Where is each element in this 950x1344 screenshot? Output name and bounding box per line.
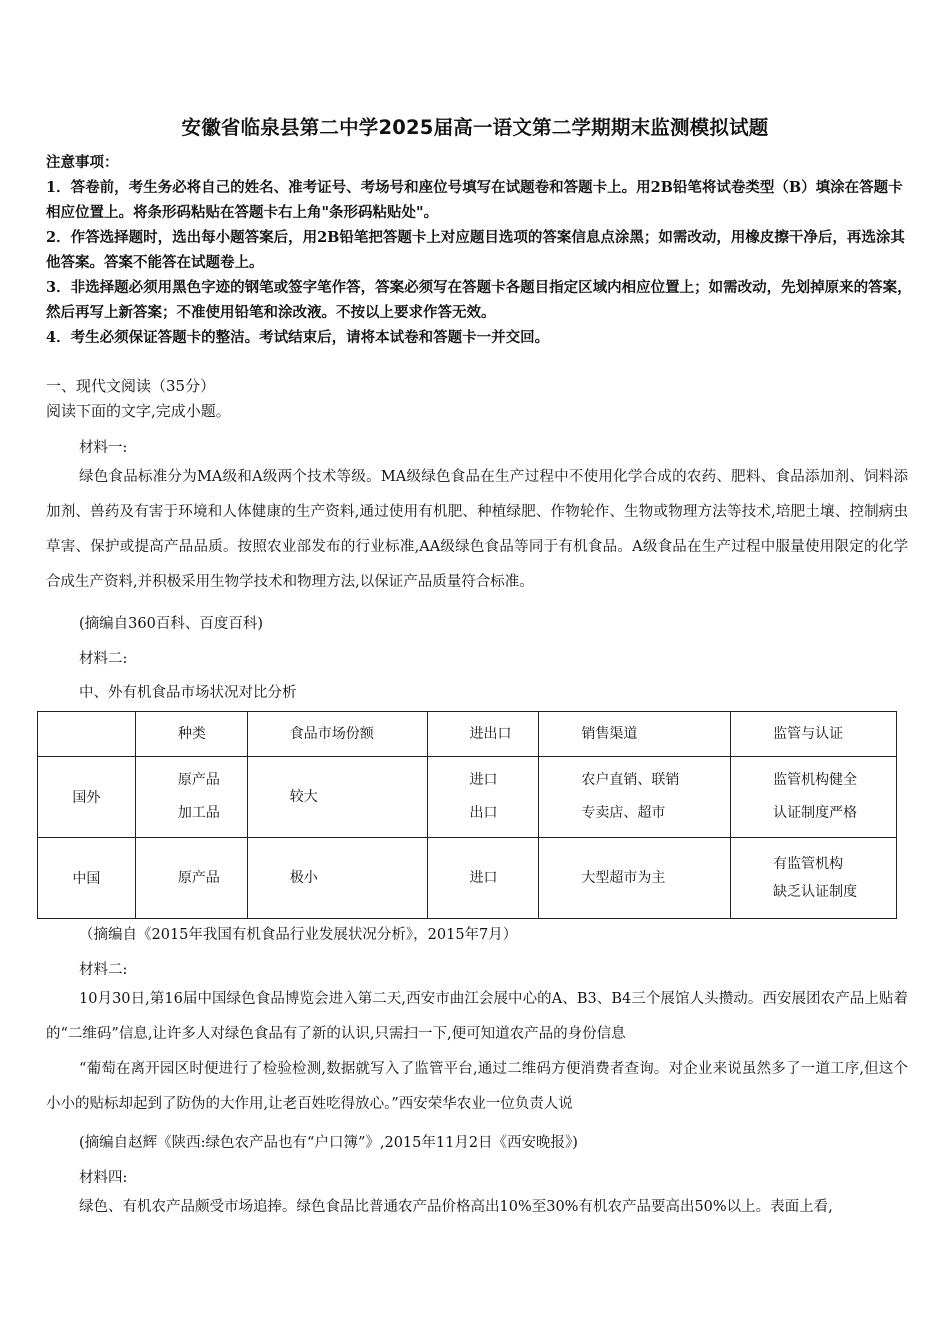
notice-item-2: 2．作答选择题时，选出每小题答案后，用2B铅笔把答题卡上对应题目选项的答案信息点涂黑；如需改动，用橡皮擦干净后，再选涂其他答案。答案不能答在试题卷上。 — [46, 229, 905, 271]
table-cell: 国外 — [38, 757, 136, 838]
table-cell — [731, 757, 897, 838]
material-4-label: 材料四: — [79, 1170, 128, 1186]
table-cell: 进口 — [427, 838, 539, 919]
table-cell: 原产品 — [135, 838, 247, 919]
table-caption: 中、外有机食品市场状况对比分析 — [79, 685, 297, 701]
cell-line: 出口 — [469, 805, 498, 821]
cell-line: 加工品 — [177, 805, 220, 821]
notice-block — [46, 150, 916, 350]
notice-item-1: 1．答卷前，考生务必将自己的姓名、准考证号、考场号和座位号填写在试题卷和答题卡上。用2B铅笔将试卷类型（B）填涂在答题卡相应位置上。将条形码粘贴在答题卡右上角"条形码粘贴处"。 — [46, 179, 903, 221]
notice-item-3: 3．非选择题必须用黑色字迹的钢笔或签字笔作答，答案必须写在答题卡各题目指定区域内相应位置上；如需改动，先划掉原来的答案，然后再写上新答案；不准使用铅笔和涂改液。不按以上要求作答无效。 — [46, 279, 912, 321]
material-3-label: 材料二: — [79, 962, 128, 978]
table-cell: 大型超市为主 — [539, 838, 731, 919]
section-heading: 一、现代文阅读（35分） — [46, 377, 216, 395]
section-intro: 阅读下面的文字,完成小题。 — [46, 402, 231, 420]
material-2-source: （摘编自《2015年我国有机食品行业发展状况分析》，2015年7月） — [79, 927, 518, 943]
table-header-cell: 进出口 — [427, 712, 539, 757]
table-header-cell: 食品市场份额 — [247, 712, 427, 757]
material-1-text: 绿色食品标准分为MA级和A级两个技术等级。MA级绿色食品在生产过程中不使用化学合成的农药、肥料、食品添加剂、饲料添加剂、兽药及有害于环境和人体健康的生产资料,通过使用有机肥、种植绿肥、作物轮作、生物或物理方法等技术,培肥土壤、控制病虫草害、保护或提高产品品质。按照农业部发布的行业标准,AA级绿色食品等同于有机食品。A级食品在生产过程中服量使用限定的化学合成生产资料,并积极采用生物学技术和物理方法,以保证产品质量符合标准。 — [46, 469, 908, 590]
cell-line: 专卖店、超市 — [581, 805, 666, 821]
notice-item-4: 4．考生必须保证答题卡的整洁。考试结束后，请将本试卷和答题卡一并交回。 — [46, 329, 550, 346]
table-cell — [427, 757, 539, 838]
table-cell — [135, 757, 247, 838]
cell-line: 原产品 — [177, 772, 220, 788]
table-cell: 极小 — [247, 838, 427, 919]
table-header-cell: 监管与认证 — [731, 712, 897, 757]
cell-line: 认证制度严格 — [773, 805, 858, 821]
table-header-cell — [38, 712, 136, 757]
table-cell — [731, 838, 897, 919]
material-3-source: (摘编自赵辉《陕西:绿色农产品也有“户口簿”》,2015年11月2日《西安晚报》) — [79, 1135, 578, 1151]
table-header-row — [38, 712, 897, 757]
material-3-paragraph-1: 10月30日,第16届中国绿色食品博览会进入第二天,西安市曲江会展中心的A、B3、B4三个展馆人头攒动。西安展团农产品上贴着的“二维码”信息,让许多人对绿色食品有了新的认识,只需扫一下,便可知道农产品的身份信息 — [46, 991, 908, 1042]
table-header-cell: 种类 — [135, 712, 247, 757]
market-comparison-table — [37, 711, 897, 919]
cell-line: 农户直销、联销 — [581, 772, 680, 788]
material-1-label: 材料一: — [79, 440, 128, 456]
material-1-source: (摘编自360百科、百度百科) — [79, 616, 263, 632]
cell-line: 监管机构健全 — [773, 772, 858, 788]
cell-line: 有监管机构 — [773, 856, 844, 872]
table-header-cell: 销售渠道 — [539, 712, 731, 757]
material-4-text: 绿色、有机农产品颇受市场追捧。绿色食品比普通农产品价格高出10%至30%有机农产品要高出50%以上。表面上看, — [79, 1199, 833, 1215]
table-row — [38, 838, 897, 919]
table-cell: 中国 — [38, 838, 136, 919]
notice-heading: 注意事项： — [46, 154, 119, 171]
cell-line: 缺乏认证制度 — [773, 884, 858, 900]
cell-line: 进口 — [469, 772, 498, 788]
document-title: 安徽省临泉县第二中学2025届高一语文第二学期期末监测模拟试题 — [181, 116, 769, 139]
table-row — [38, 757, 897, 838]
table-cell — [539, 757, 731, 838]
table-cell: 较大 — [247, 757, 427, 838]
material-3-paragraph-2: “葡萄在离开园区时便进行了检验检测,数据就写入了监管平台,通过二维码方便消费者查询。对企业来说虽然多了一道工序,但这个小小的贴标却起到了防伪的大作用,让老百姓吃得放心。”西安荣华农业一位负责人说 — [46, 1061, 908, 1112]
material-2-label: 材料二: — [79, 651, 128, 667]
